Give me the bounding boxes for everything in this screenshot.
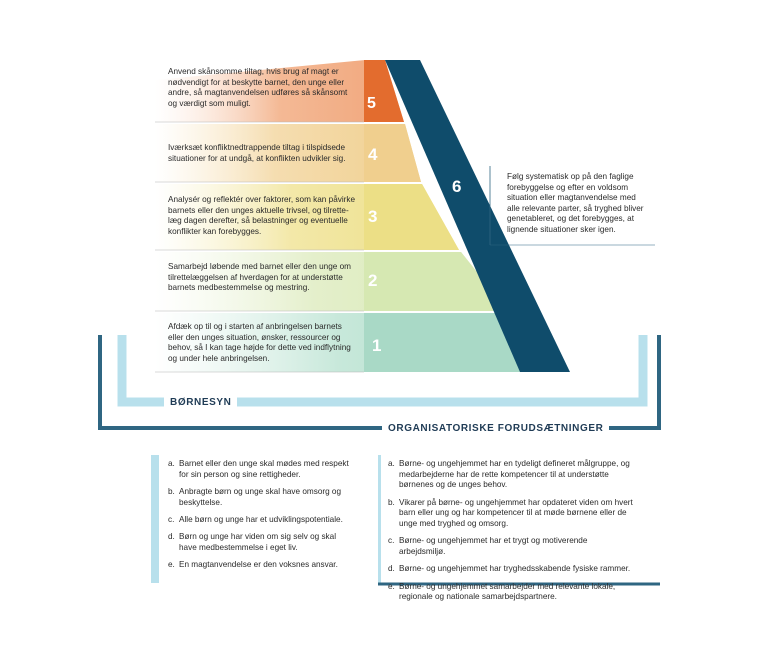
list-item (168, 515, 353, 526)
org-list (388, 459, 636, 610)
level-3-number: 3 (368, 207, 378, 226)
list-letter: b. (388, 497, 395, 507)
list-letter: d. (168, 532, 175, 542)
bornesyn-list (168, 459, 353, 578)
list-letter: b. (168, 486, 175, 496)
list-item (168, 487, 353, 508)
list-item (168, 560, 353, 571)
bornesyn-list-strip (151, 455, 159, 583)
list-text: Børne- og ungehjemmet har tryghedsskabende fysiske rammer. (399, 564, 631, 574)
list-letter: a. (388, 459, 395, 468)
list-letter: d. (388, 564, 395, 574)
list-letter: c. (168, 514, 175, 524)
list-text: Barnet eller den unge skal mødes med respekt for sin person og sine rettigheder. (179, 459, 349, 479)
list-letter: a. (168, 459, 175, 468)
list-text: Børne- og ungehjemmet har en tydeligt defineret målgruppe, og medarbejderne har de rette kompetencer til at understøtte børnenes og de unges behov. (399, 459, 630, 490)
org-title: ORGANISATORISKE FORUDSÆTNINGER (382, 423, 609, 434)
list-item (388, 498, 636, 530)
level-4-text: Iværksæt konfliktnedtrappende tiltag i tilspidsede situationer for at undgå, at konflikten udvikler sig. (168, 143, 346, 163)
list-item (388, 536, 636, 557)
list-item (388, 459, 636, 491)
list-text: Børn og unge har viden om sig selv og skal have medbestemmelse i eget liv. (179, 532, 337, 552)
level-6-number: 6 (452, 177, 462, 196)
list-item (388, 564, 636, 575)
org-list-strip (378, 455, 381, 583)
level-5-text: Anvend skånsomme tiltag, hvis brug af magt er nødvendigt for at beskytte barnet, den unge eller andre, så magtanvendelsen udføres så skånsomt og værdigt som muligt. (168, 67, 348, 108)
list-item (168, 532, 353, 553)
level-3-text: Analysér og reflektér over faktorer, som kan påvirke barnets eller den unges aktuelle trivsel, og tilrette-læg dagen derefter, så belastninger og eventuelle konflikter kan forebygges. (168, 195, 356, 236)
list-text: Vikarer på børne- og ungehjemmet har opdateret viden om hvert barn eller ung og har kompetencer til at møde børnene eller de unge med tryghed og omsorg. (399, 497, 633, 528)
level-6-text: Følg systematisk op på den faglige forebyggelse og efter en voldsom situation eller magtanvendelse med alle relevante parter, så tryghed bliver genetableret, og det forebygges, at lignende situationer sker igen. (507, 172, 644, 234)
list-text: En magtanvendelse er den voksnes ansvar. (179, 560, 338, 570)
list-text: Børne- og ungehjemmet har et trygt og motiverende arbejdsmiljø. (399, 536, 588, 556)
level-2-number: 2 (368, 271, 378, 290)
list-text: Børne- og ungehjemmet samarbejder med relevante lokale, regionale og nationale samarbejdspartnere. (399, 581, 616, 602)
level-2-text: Samarbejd løbende med barnet eller den unge om tilrettelæggelsen af hverdagen for at understøtte barnets medbestemmelse og mestring. (168, 262, 351, 293)
list-item (168, 459, 353, 480)
list-letter: c. (388, 536, 395, 546)
level-5-number: 5 (367, 95, 376, 112)
list-letter: e. (388, 581, 395, 591)
level-1-number: 1 (372, 336, 382, 355)
list-text: Alle børn og unge har et udviklingspotentiale. (179, 514, 343, 524)
list-item (388, 582, 636, 603)
list-text: Anbragte børn og unge skal have omsorg og beskyttelse. (179, 486, 342, 507)
list-letter: e. (168, 560, 175, 570)
level-1-text: Afdæk op til og i starten af anbringelsen barnets eller den unges situation, ønsker, ressourcer og behov, så I kan tage højde for dette ved indflytning og under hele anbringelsen. (168, 322, 351, 363)
bornesyn-title: BØRNESYN (164, 397, 237, 408)
level-4-number: 4 (368, 145, 378, 164)
